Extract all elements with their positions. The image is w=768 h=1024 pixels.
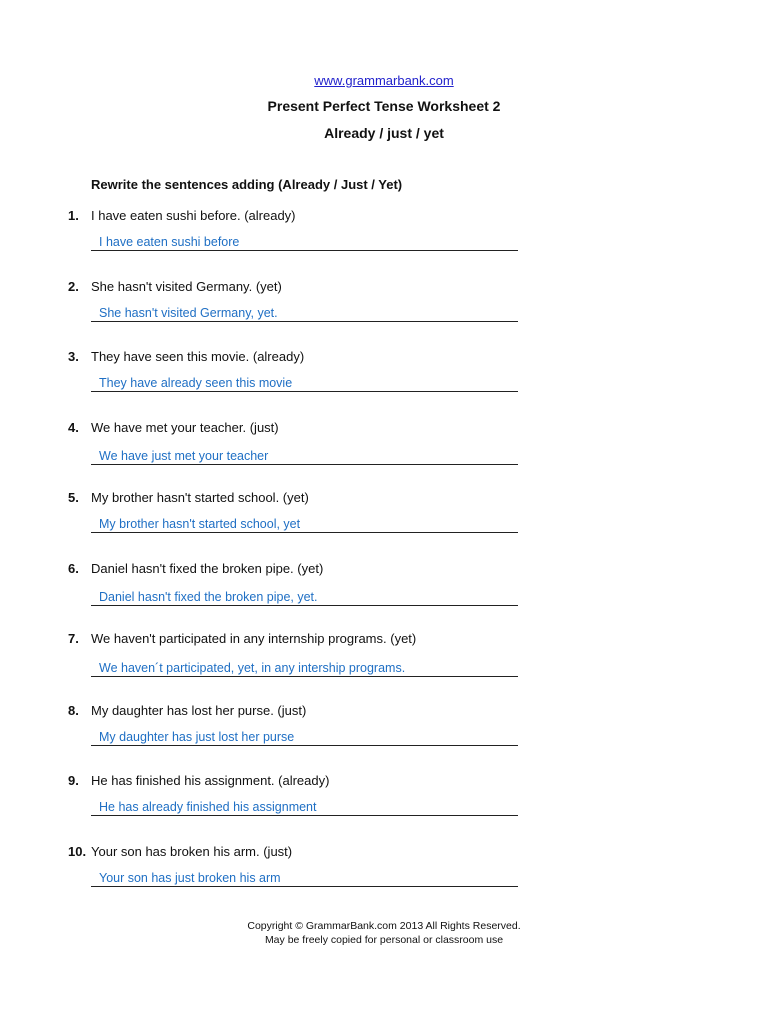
item-prompt: We haven't participated in any internship programs. (yet) [91, 631, 417, 646]
answer-field[interactable] [91, 587, 518, 606]
answer-text: My daughter has just lost her purse [99, 730, 295, 744]
item-number: 10. [68, 844, 87, 859]
answer-text: He has already finished his assignment [99, 800, 317, 814]
answer-field[interactable] [91, 797, 518, 816]
answer-text: Daniel hasn't fixed the broken pipe, yet. [99, 590, 318, 604]
item-prompt: She hasn't visited Germany. (yet) [91, 279, 282, 294]
item-number: 8. [68, 703, 79, 718]
answer-field[interactable] [91, 373, 518, 392]
answer-field[interactable] [91, 514, 518, 533]
item-number: 9. [68, 773, 79, 788]
item-number: 3. [68, 349, 79, 364]
item-number: 7. [68, 631, 79, 646]
exercise-item [0, 208, 768, 268]
item-prompt: They have seen this movie. (already) [91, 349, 305, 364]
exercise-item [0, 279, 768, 339]
item-number: 6. [68, 561, 79, 576]
answer-field[interactable] [91, 303, 518, 322]
exercise-item [0, 561, 768, 621]
exercise-item [0, 703, 768, 763]
answer-text: Your son has just broken his arm [99, 871, 281, 885]
site-link[interactable]: www.grammarbank.com [314, 73, 454, 88]
item-prompt: We have met your teacher. (just) [91, 420, 279, 435]
answer-field[interactable] [91, 446, 518, 465]
item-prompt: He has finished his assignment. (already) [91, 773, 330, 788]
item-prompt: My daughter has lost her purse. (just) [91, 703, 307, 718]
exercise-item [0, 349, 768, 409]
exercise-item [0, 631, 768, 691]
item-prompt: Your son has broken his arm. (just) [91, 844, 293, 859]
footer-copyright: Copyright © GrammarBank.com 2013 All Rights Reserved. [247, 920, 521, 932]
exercise-item [0, 420, 768, 480]
answer-text: They have already seen this movie [99, 376, 293, 390]
answer-field[interactable] [91, 727, 518, 746]
item-prompt: My brother hasn't started school. (yet) [91, 490, 309, 505]
item-number: 4. [68, 420, 79, 435]
answer-text: We haven´t participated, yet, in any intership programs. [99, 661, 406, 675]
item-number: 1. [68, 208, 79, 223]
exercise-item [0, 490, 768, 550]
answer-field[interactable] [91, 658, 518, 677]
footer-usage: May be freely copied for personal or classroom use [264, 934, 504, 946]
worksheet-subtitle: Already / just / yet [324, 125, 444, 141]
answer-text: My brother hasn't started school, yet [99, 517, 301, 531]
item-number: 5. [68, 490, 79, 505]
answer-field[interactable] [91, 232, 518, 251]
answer-text: She hasn't visited Germany, yet. [99, 306, 278, 320]
instructions: Rewrite the sentences adding (Already / Just / Yet) [91, 177, 403, 192]
item-prompt: Daniel hasn't fixed the broken pipe. (yet) [91, 561, 324, 576]
answer-text: I have eaten sushi before [99, 235, 240, 249]
worksheet-title: Present Perfect Tense Worksheet 2 [267, 98, 501, 114]
item-number: 2. [68, 279, 79, 294]
answer-text: We have just met your teacher [99, 449, 269, 463]
exercise-item [0, 844, 768, 904]
item-prompt: I have eaten sushi before. (already) [91, 208, 296, 223]
exercise-item [0, 773, 768, 833]
answer-field[interactable] [91, 868, 518, 887]
